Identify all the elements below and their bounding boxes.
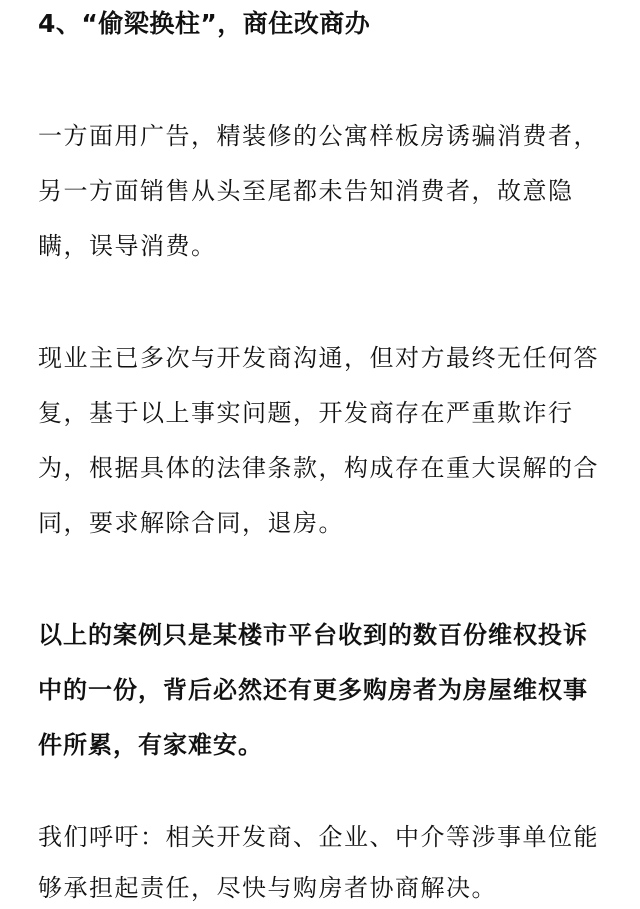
paragraph-4-line-1: 我们呼吁：相关开发商、企业、中介等涉事单位能 [38, 823, 599, 851]
paragraph-3-line-3: 件所累，有家难安。 [38, 731, 263, 759]
paragraph-2-line-3: 为，根据具体的法律条款，构成存在重大误解的合 [38, 454, 599, 482]
paragraph-1-line-1: 一方面用广告，精装修的公寓样板房诱骗消费者， [38, 122, 599, 150]
paragraph-2-line-1: 现业主已多次与开发商沟通，但对方最终无任何答 [38, 344, 599, 372]
paragraph-4-line-2: 够承担起责任，尽快与购房者协商解决。 [38, 874, 497, 902]
paragraph-2-line-2: 复，基于以上事实问题，开发商存在严重欺诈行 [38, 399, 574, 427]
paragraph-3-line-1: 以上的案例只是某楼市平台收到的数百份维权投诉 [38, 621, 588, 649]
paragraph-3-line-2: 中的一份，背后必然还有更多购房者为房屋维权事 [38, 676, 588, 704]
paragraph-1-line-2: 另一方面销售从头至尾都未告知消费者，故意隐 [38, 177, 574, 205]
paragraph-1-line-3: 瞒，误导消费。 [38, 232, 217, 260]
paragraph-2-line-4: 同，要求解除合同，退房。 [38, 509, 344, 537]
section-heading: 4、“偷梁换柱”，商住改商办 [38, 9, 371, 38]
